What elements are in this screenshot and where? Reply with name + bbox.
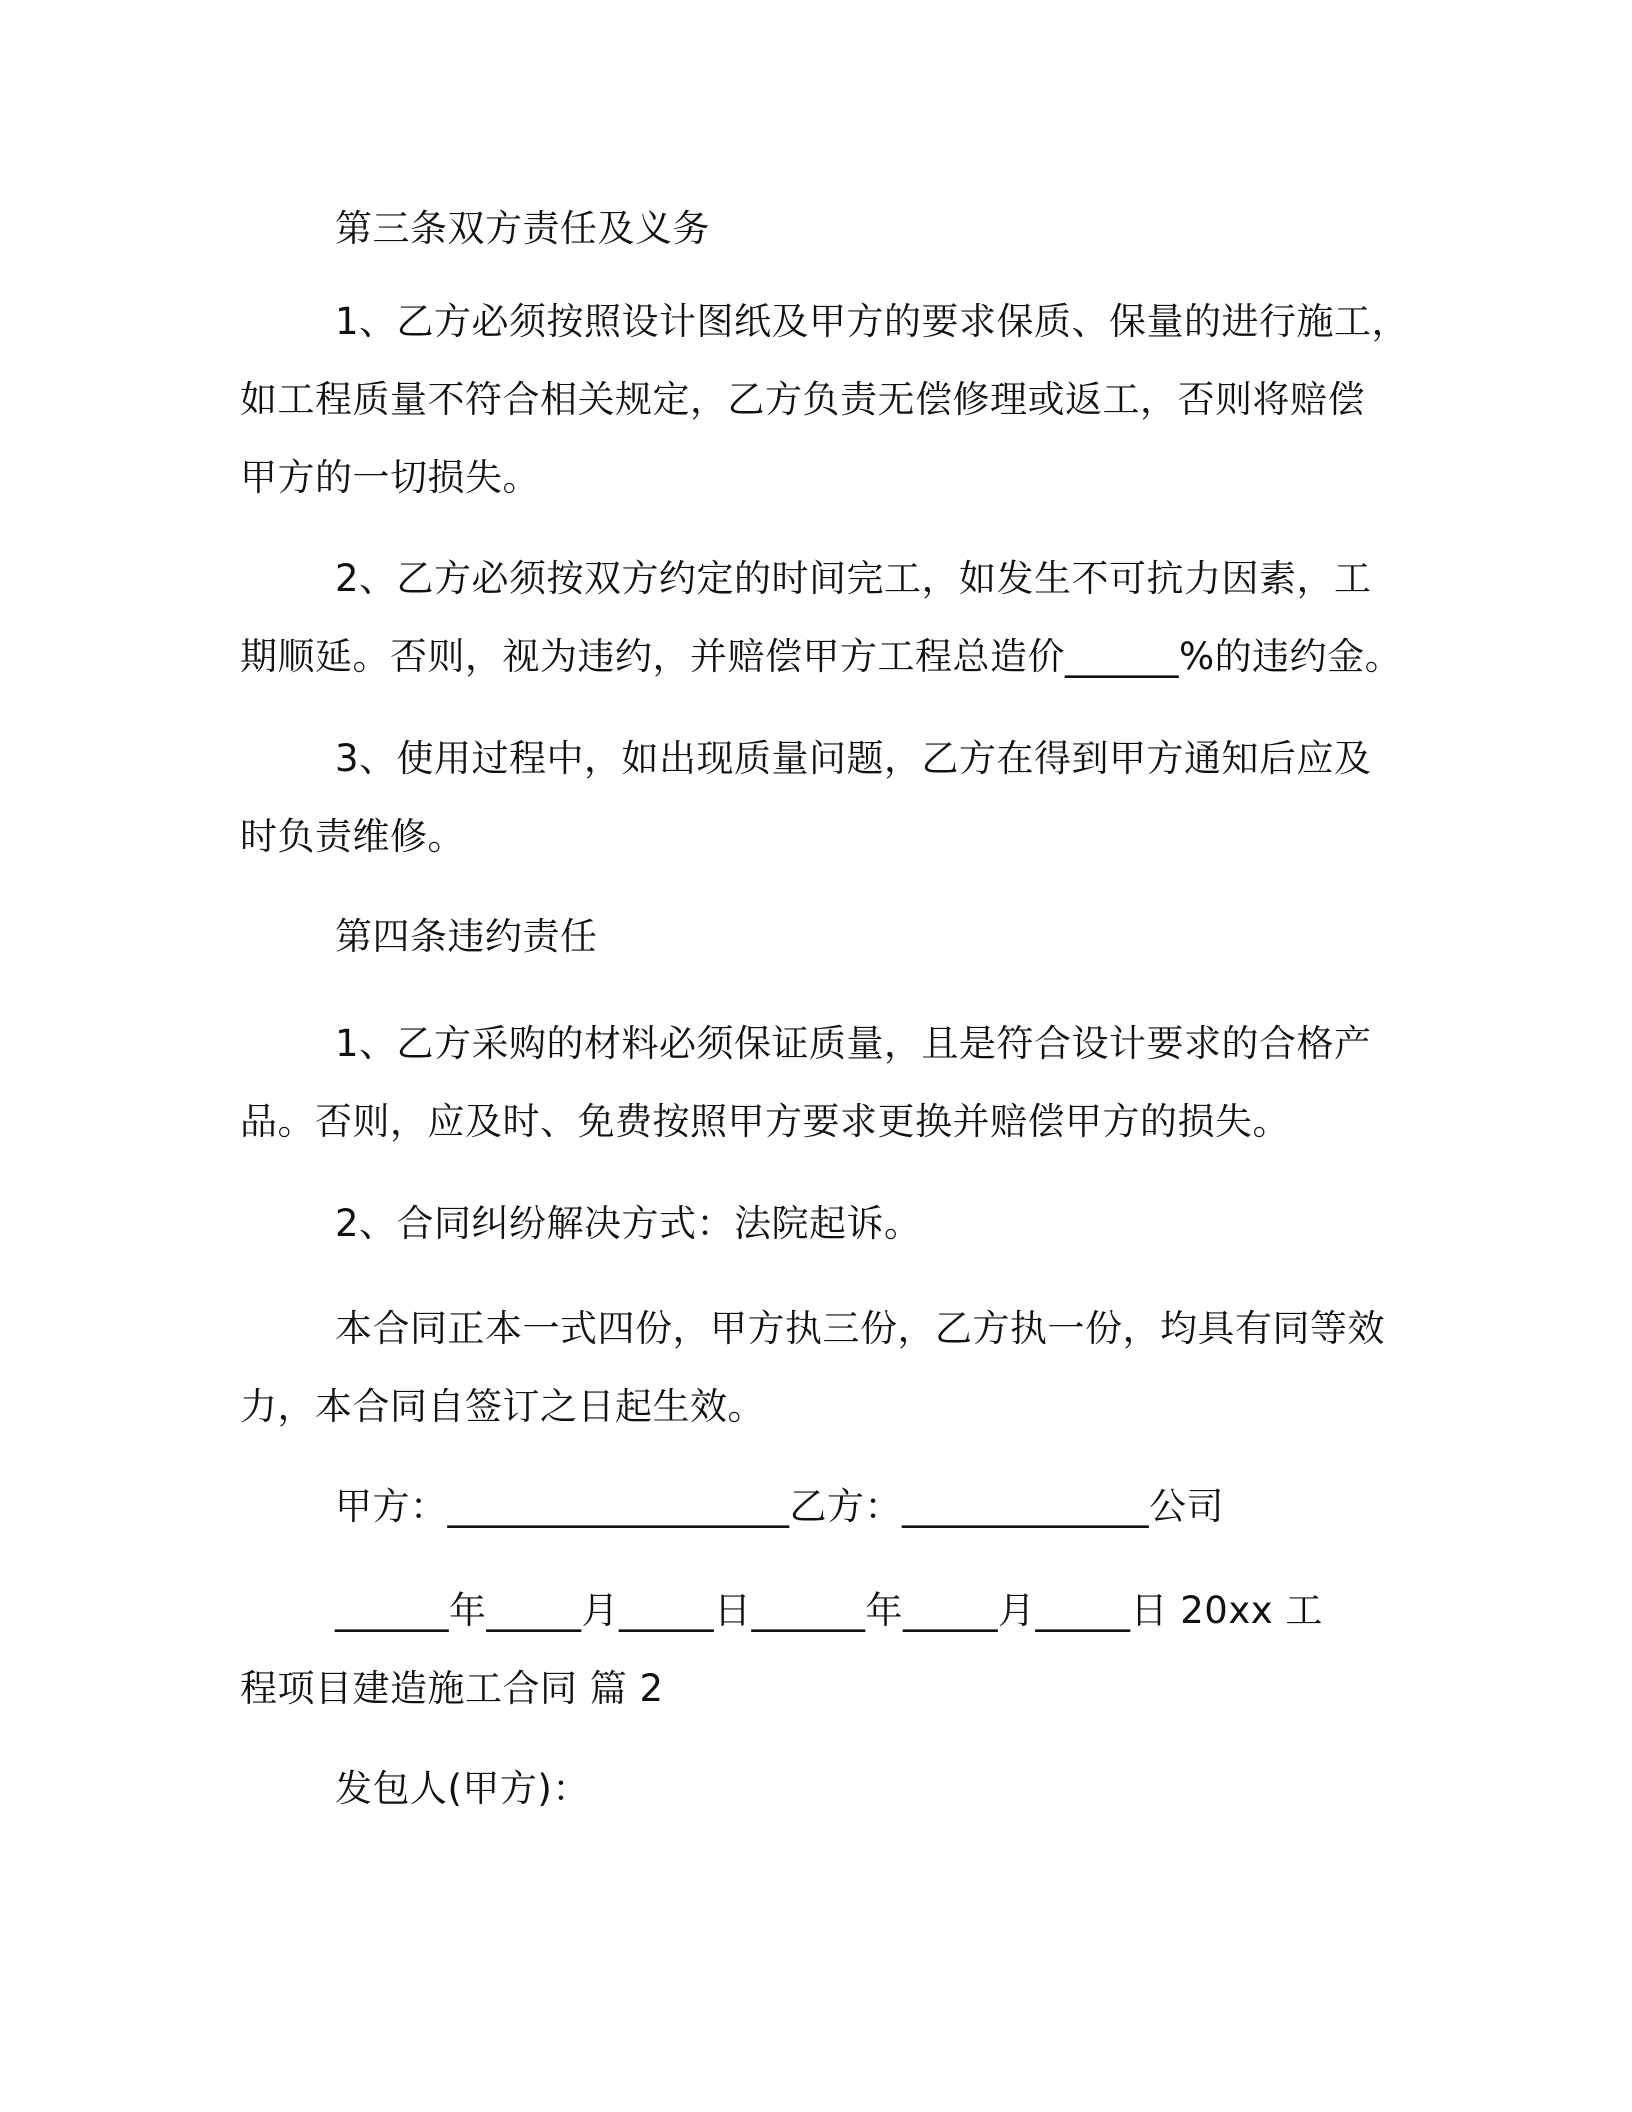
text-line: ______年_____月_____日______年_____月_____日 20xx 工 xyxy=(335,1589,1323,1632)
text-line: 第四条违约责任 xyxy=(335,915,598,958)
text-line: 时负责维修。 xyxy=(240,815,465,858)
text-line: 1、乙方必须按照设计图纸及甲方的要求保质、保量的进行施工， xyxy=(335,300,1410,343)
article-4-item-2 xyxy=(240,1185,1390,1263)
text-line: 期顺延。否则，视为违约，并赔偿甲方工程总造价______%的违约金。 xyxy=(240,635,1403,678)
signature-line xyxy=(240,1468,1390,1546)
copies-clause xyxy=(240,1290,1390,1446)
article-3-heading xyxy=(240,190,1390,268)
text-line: 品。否则，应及时、免费按照甲方要求更换并赔偿甲方的损失。 xyxy=(240,1100,1290,1143)
text-line: 2、乙方必须按双方约定的时间完工，如发生不可抗力因素，工 xyxy=(335,557,1372,600)
article-3-item-1 xyxy=(240,283,1410,517)
text-line: 发包人(甲方)： xyxy=(335,1767,590,1810)
contractor-line xyxy=(240,1750,1390,1828)
text-line: 甲方的一切损失。 xyxy=(240,456,540,499)
text-line: 2、合同纠纷解决方式：法院起诉。 xyxy=(335,1202,922,1245)
text-line: 甲方：__________________乙方：_____________公司 xyxy=(335,1485,1224,1528)
article-3-item-2 xyxy=(240,540,1403,696)
text-line: 如工程质量不符合相关规定，乙方负责无偿修理或返工，否则将赔偿 xyxy=(240,378,1365,421)
text-line: 1、乙方采购的材料必须保证质量，且是符合设计要求的合格产 xyxy=(335,1022,1372,1065)
date-line xyxy=(240,1572,1390,1728)
text-line: 程项目建造施工合同 篇 2 xyxy=(240,1667,664,1710)
article-4-heading xyxy=(240,898,1390,976)
text-line: 3、使用过程中，如出现质量问题，乙方在得到甲方通知后应及 xyxy=(335,737,1372,780)
text-line: 本合同正本一式四份，甲方执三份，乙方执一份，均具有同等效 xyxy=(335,1307,1385,1350)
article-4-item-1 xyxy=(240,1005,1390,1161)
text-line: 力，本合同自签订之日起生效。 xyxy=(240,1385,765,1428)
article-3-item-3 xyxy=(240,720,1390,876)
text-line: 第三条双方责任及义务 xyxy=(335,207,710,250)
